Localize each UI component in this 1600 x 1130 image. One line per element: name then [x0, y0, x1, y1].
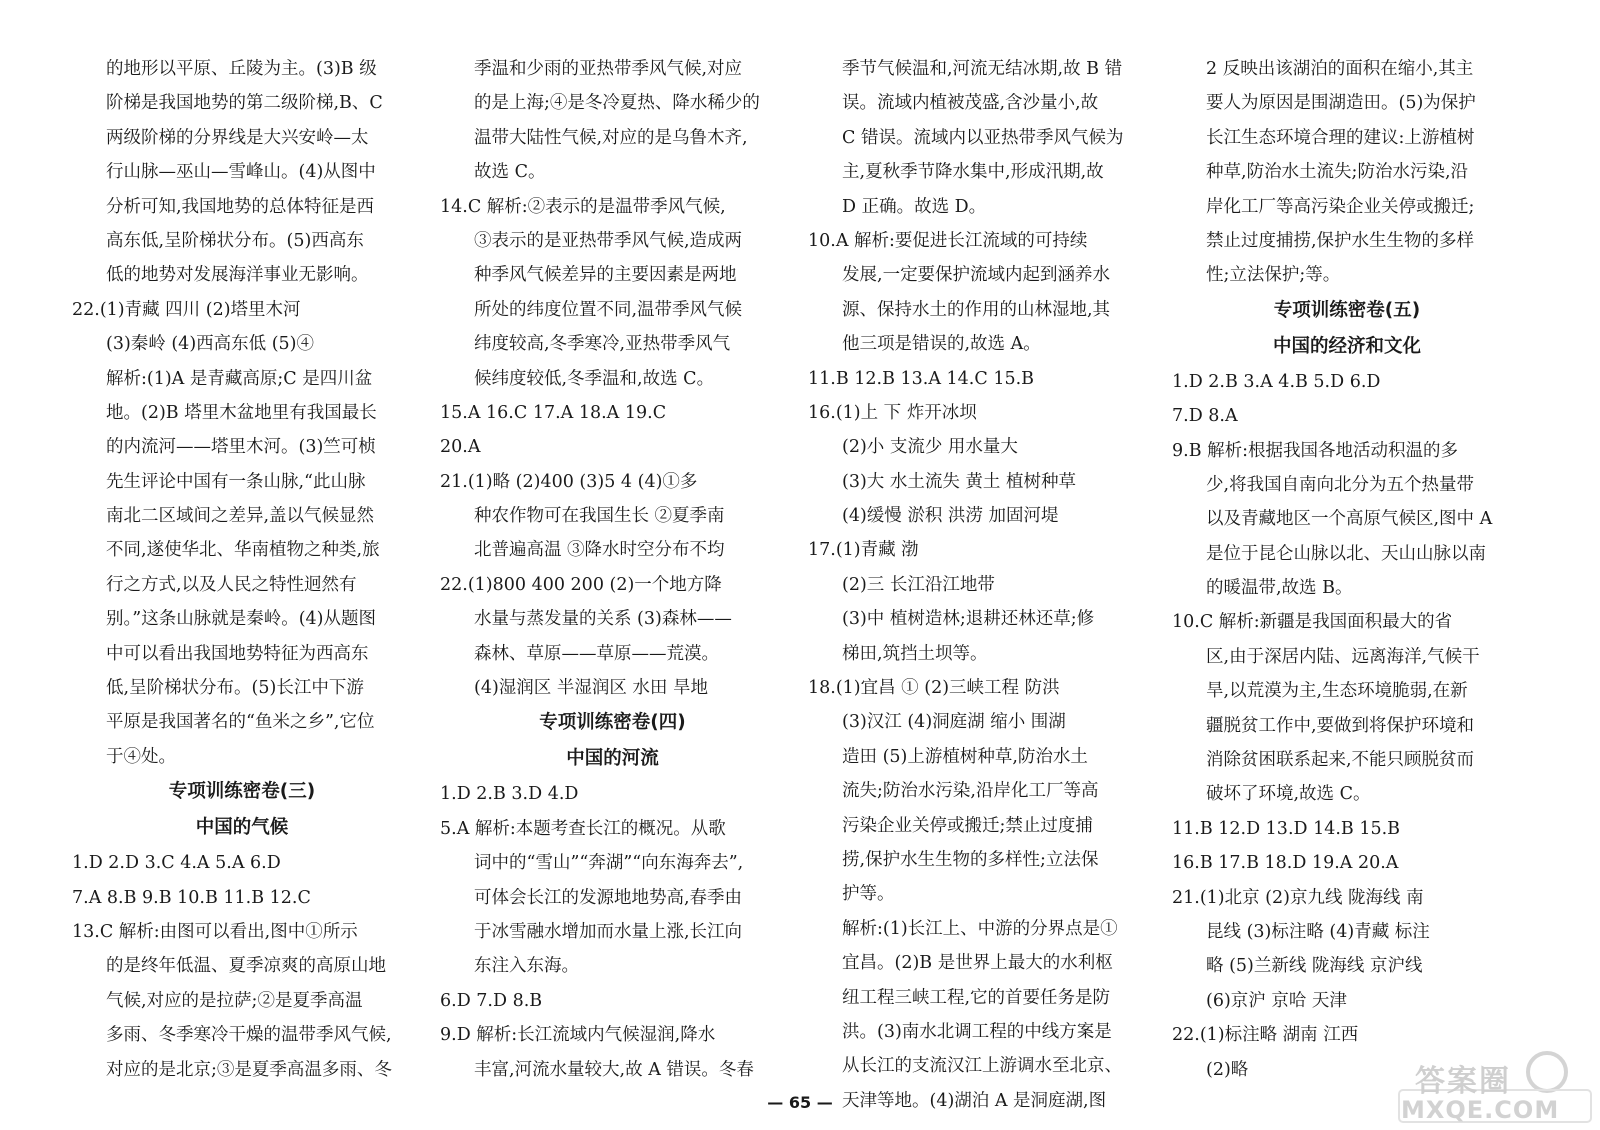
- answer-line: 种草,防治水土流失;防治水污染,沿: [1206, 162, 1469, 183]
- answer-line: 行之方式,以及人民之特性迥然有: [106, 574, 357, 595]
- answer-line: 纬度较高,冬季寒冷,亚热带季风气: [474, 334, 731, 355]
- answer-line: 分析可知,我国地势的总体特征是西: [106, 196, 375, 217]
- answer-line: 22.(1)标注略 湖南 江西: [1172, 1025, 1359, 1046]
- answer-line: (4)缓慢 淤积 洪涝 加固河堤: [842, 506, 1059, 527]
- answer-line: (3)大 水土流失 黄土 植树种草: [842, 471, 1076, 492]
- answer-line: 13.C 解析:由图可以看出,图中①所示: [72, 921, 358, 942]
- answer-line: 长江生态环境合理的建议:上游植树: [1206, 127, 1475, 148]
- answer-line: 的暖温带,故选 B。: [1206, 578, 1353, 599]
- answer-line: 主,夏秋季节降水集中,形成汛期,故: [842, 162, 1104, 183]
- section-title: 中国的气候: [195, 817, 289, 839]
- answer-line: 词中的“雪山”“奔湖”“向东海奔去”,: [474, 853, 744, 874]
- section-title: 专项训练密卷(五): [1273, 299, 1421, 321]
- answer-line: 丰富,河流水量较大,故 A 错误。冬春: [474, 1059, 754, 1080]
- answer-line: 于④处。: [106, 746, 176, 767]
- page-number: — 65 —: [767, 1093, 833, 1112]
- answer-line: 故选 C。: [474, 162, 546, 183]
- answer-line: 22.(1)青藏 四川 (2)塔里木河: [72, 299, 301, 320]
- answer-line: ③表示的是亚热带季风气候,造成两: [474, 230, 743, 251]
- answer-line: 所处的纬度位置不同,温带季风气候: [474, 299, 743, 320]
- answer-line: 9.B 解析:根据我国各地活动积温的多: [1172, 440, 1459, 461]
- answer-line: 少,将我国自南向北分为五个热量带: [1206, 474, 1475, 495]
- answer-line: 21.(1)北京 (2)京九线 陇海线 南: [1172, 887, 1424, 908]
- answer-line: 7.A 8.B 9.B 10.B 11.B 12.C: [72, 887, 311, 908]
- answer-line: 南北二区域间之差异,盖以气候显然: [106, 506, 375, 527]
- answer-line: 高东低,呈阶梯状分布。(5)西高东: [106, 230, 364, 251]
- answer-line: 对应的是北京;③是夏季高温多雨、冬: [106, 1059, 392, 1080]
- answer-line: 种季风气候差异的主要因素是两地: [474, 265, 737, 286]
- column-3: [808, 52, 1158, 1118]
- answer-line: 低的地势对发展海洋事业无影响。: [106, 265, 369, 286]
- answer-line: (2)略: [1206, 1059, 1249, 1080]
- answer-line: C 错误。流域内以亚热带季风气候为: [842, 127, 1124, 148]
- answer-line: 7.D 8.A: [1172, 406, 1238, 427]
- answer-line: 22.(1)800 400 200 (2)一个地方降: [440, 574, 722, 595]
- answer-line: 性;立法保护;等。: [1206, 265, 1341, 286]
- answer-line: (2)三 长江沿江地带: [842, 574, 995, 595]
- answer-line: (6)京沪 京哈 天津: [1206, 990, 1347, 1011]
- answer-line: 11.B 12.B 13.A 14.C 15.B: [808, 368, 1035, 389]
- answer-line: 16.(1)上 下 炸开冰坝: [808, 402, 977, 423]
- answer-line: 水量与蒸发量的关系 (3)森林——: [474, 609, 732, 630]
- answer-line: 流失;防治水污染,沿岸化工厂等高: [842, 781, 1099, 802]
- answer-line: 17.(1)青藏 渤: [808, 540, 919, 561]
- answer-line: 岸化工厂等高污染企业关停或搬迁;: [1206, 196, 1475, 217]
- watermark-text-bottom: MXQE.COM: [1401, 1096, 1560, 1124]
- answer-line: 季节气候温和,河流无结冰期,故 B 错: [842, 59, 1123, 79]
- answer-line: 的内流河——塔里木河。(3)竺可桢: [106, 437, 376, 458]
- answer-line: 污染企业关停或搬迁;禁止过度捕: [842, 815, 1093, 836]
- answer-line: 以及青藏地区一个高原气候区,图中 A: [1206, 509, 1493, 530]
- answer-line: 疆脱贫工作中,要做到将保护环境和: [1206, 715, 1475, 736]
- answer-line: (3)秦岭 (4)西高东低 (5)④: [106, 334, 314, 355]
- answer-line: 先生评论中国有一条山脉,“此山脉: [106, 471, 366, 492]
- answer-line: 的地形以平原、丘陵为主。(3)B 级: [106, 59, 377, 79]
- section-title: 中国的经济和文化: [1272, 335, 1421, 357]
- answer-line: 北普遍高温 ③降水时空分布不均: [474, 540, 725, 561]
- answer-line: 阶梯是我国地势的第二级阶梯,B、C: [106, 93, 383, 114]
- section-title: 专项训练密卷(三): [168, 781, 316, 803]
- answer-line: 于冰雪融水增加而水量上涨,长江向: [474, 921, 743, 942]
- answer-line: 的是终年低温、夏季凉爽的高原山地: [106, 956, 386, 977]
- answer-line: 禁止过度捕捞,保护水生生物的多样: [1206, 230, 1475, 251]
- answer-line: 1.D 2.B 3.D 4.D: [440, 784, 579, 805]
- answer-line: 别。”这条山脉就是秦岭。(4)从题图: [106, 609, 376, 630]
- answer-line: 误。流域内植被茂盛,含沙量小,故: [842, 93, 1099, 114]
- answer-line: 造田 (5)上游植树种草,防治水土: [842, 746, 1088, 767]
- answer-line: 16.B 17.B 18.D 19.A 20.A: [1172, 853, 1399, 874]
- answer-line: 14.C 解析:②表示的是温带季风气候,: [440, 196, 726, 217]
- answer-line: 候纬度较低,冬季温和,故选 C。: [474, 368, 715, 389]
- answer-line: 森林、草原——草原——荒漠。: [474, 643, 719, 664]
- answer-line: 要人为原因是围湖造田。(5)为保护: [1206, 93, 1476, 114]
- answer-line: 昆线 (3)标注略 (4)青藏 标注: [1206, 921, 1430, 942]
- answer-line: 平原是我国著名的“鱼米之乡”,它位: [106, 712, 375, 733]
- column-2: [440, 52, 785, 1087]
- answer-line: 纽工程三峡工程,它的首要任务是防: [842, 987, 1111, 1008]
- answer-line: 护等。: [842, 884, 895, 905]
- answer-line: 低,呈阶梯状分布。(5)长江中下游: [106, 678, 364, 699]
- watermark-logo: [1395, 1050, 1595, 1126]
- answer-line: 不同,遂使华北、华南植物之种类,旅: [106, 540, 380, 561]
- answer-line: 种农作物可在我国生长 ②夏季南: [474, 506, 725, 527]
- answer-line: (4)湿润区 半湿润区 水田 旱地: [474, 678, 708, 699]
- answer-line: (2)小 支流少 用水量大: [842, 437, 1018, 458]
- section-title: 中国的河流: [566, 748, 659, 770]
- answer-line: 1.D 2.B 3.A 4.B 5.D 6.D: [1172, 371, 1381, 392]
- answer-line: D 正确。故选 D。: [842, 196, 987, 217]
- answer-line: 东注入东海。: [474, 956, 579, 977]
- answer-line: 中可以看出我国地势特征为西高东: [106, 643, 369, 664]
- answer-line: 季温和少雨的亚热带季风气候,对应: [474, 59, 743, 79]
- answer-line: 是位于昆仑山脉以北、天山山脉以南: [1206, 543, 1486, 564]
- answer-line: 10.C 解析:新疆是我国面积最大的省: [1172, 612, 1453, 633]
- answer-line: 可体会长江的发源地地势高,春季由: [474, 887, 743, 908]
- answer-line: 宜昌。(2)B 是世界上最大的水利枢: [842, 953, 1113, 974]
- answer-line: 11.B 12.D 13.D 14.B 15.B: [1172, 818, 1401, 839]
- answer-line: 发展,一定要保护流域内起到涵养水: [842, 265, 1111, 286]
- answer-line: 略 (5)兰新线 陇海线 京沪线: [1206, 956, 1423, 977]
- answer-line: 他三项是错误的,故选 A。: [842, 334, 1041, 355]
- section-title: 专项训练密卷(四): [539, 712, 686, 734]
- answer-line: 2 反映出该湖泊的面积在缩小,其主: [1206, 59, 1474, 79]
- answer-line: (3)中 植树造林;退耕还林还草;修: [842, 609, 1095, 630]
- answer-line: 区,由于深居内陆、远离海洋,气候干: [1206, 646, 1480, 667]
- answer-line: 梯田,筑挡土坝等。: [842, 643, 988, 664]
- answer-line: 消除贫困联系起来,不能只顾脱贫而: [1206, 750, 1475, 771]
- column-1: [72, 52, 412, 1087]
- answer-line: 6.D 7.D 8.B: [440, 990, 543, 1011]
- answer-line: 10.A 解析:要促进长江流域的可持续: [808, 230, 1088, 251]
- answer-line: 9.D 解析:长江流域内气候湿润,降水: [440, 1025, 716, 1046]
- answer-line: 源、保持水土的作用的山林湿地,其: [842, 299, 1111, 320]
- watermark-text-top: 答案圈: [1415, 1064, 1511, 1099]
- answer-line: 20.A: [440, 437, 481, 458]
- answer-line: 捞,保护水生生物的多样性;立法保: [842, 849, 1099, 870]
- answer-line: 15.A 16.C 17.A 18.A 19.C: [440, 402, 667, 423]
- answer-line: 旱,以荒漠为主,生态环境脆弱,在新: [1206, 681, 1468, 702]
- column-4: [1172, 52, 1522, 1087]
- answer-line: 多雨、冬季寒冷干燥的温带季风气候,: [106, 1025, 392, 1046]
- answer-line: 洪。(3)南水北调工程的中线方案是: [842, 1021, 1112, 1042]
- answer-line: 地。(2)B 塔里木盆地里有我国最长: [106, 402, 377, 423]
- answer-line: 破坏了环境,故选 C。: [1206, 784, 1371, 805]
- answer-line: 5.A 解析:本题考查长江的概况。从歌: [440, 818, 726, 839]
- answer-line: 从长江的支流汉江上游调水至北京、: [842, 1056, 1122, 1077]
- answer-line: 解析:(1)长江上、中游的分界点是①: [842, 918, 1118, 939]
- answer-line: 1.D 2.D 3.C 4.A 5.A 6.D: [72, 853, 281, 874]
- answer-line: 21.(1)略 (2)400 (3)5 4 (4)①多: [440, 471, 698, 492]
- answer-line: 的是上海;④是冬冷夏热、降水稀少的: [474, 93, 760, 114]
- answer-line: (3)汉江 (4)洞庭湖 缩小 围湖: [842, 712, 1066, 733]
- answer-line: 天津等地。(4)湖泊 A 是洞庭湖,图: [842, 1090, 1107, 1111]
- answer-line: 18.(1)宜昌 ① (2)三峡工程 防洪: [808, 678, 1060, 699]
- answer-line: 两级阶梯的分界线是大兴安岭—太: [106, 127, 369, 148]
- answer-line: 行山脉—巫山—雪峰山。(4)从图中: [106, 162, 376, 183]
- answer-line: 气候,对应的是拉萨;②是夏季高温: [106, 990, 363, 1011]
- answer-line: 解析:(1)A 是青藏高原;C 是四川盆: [106, 368, 373, 389]
- answer-line: 温带大陆性气候,对应的是乌鲁木齐,: [474, 127, 748, 148]
